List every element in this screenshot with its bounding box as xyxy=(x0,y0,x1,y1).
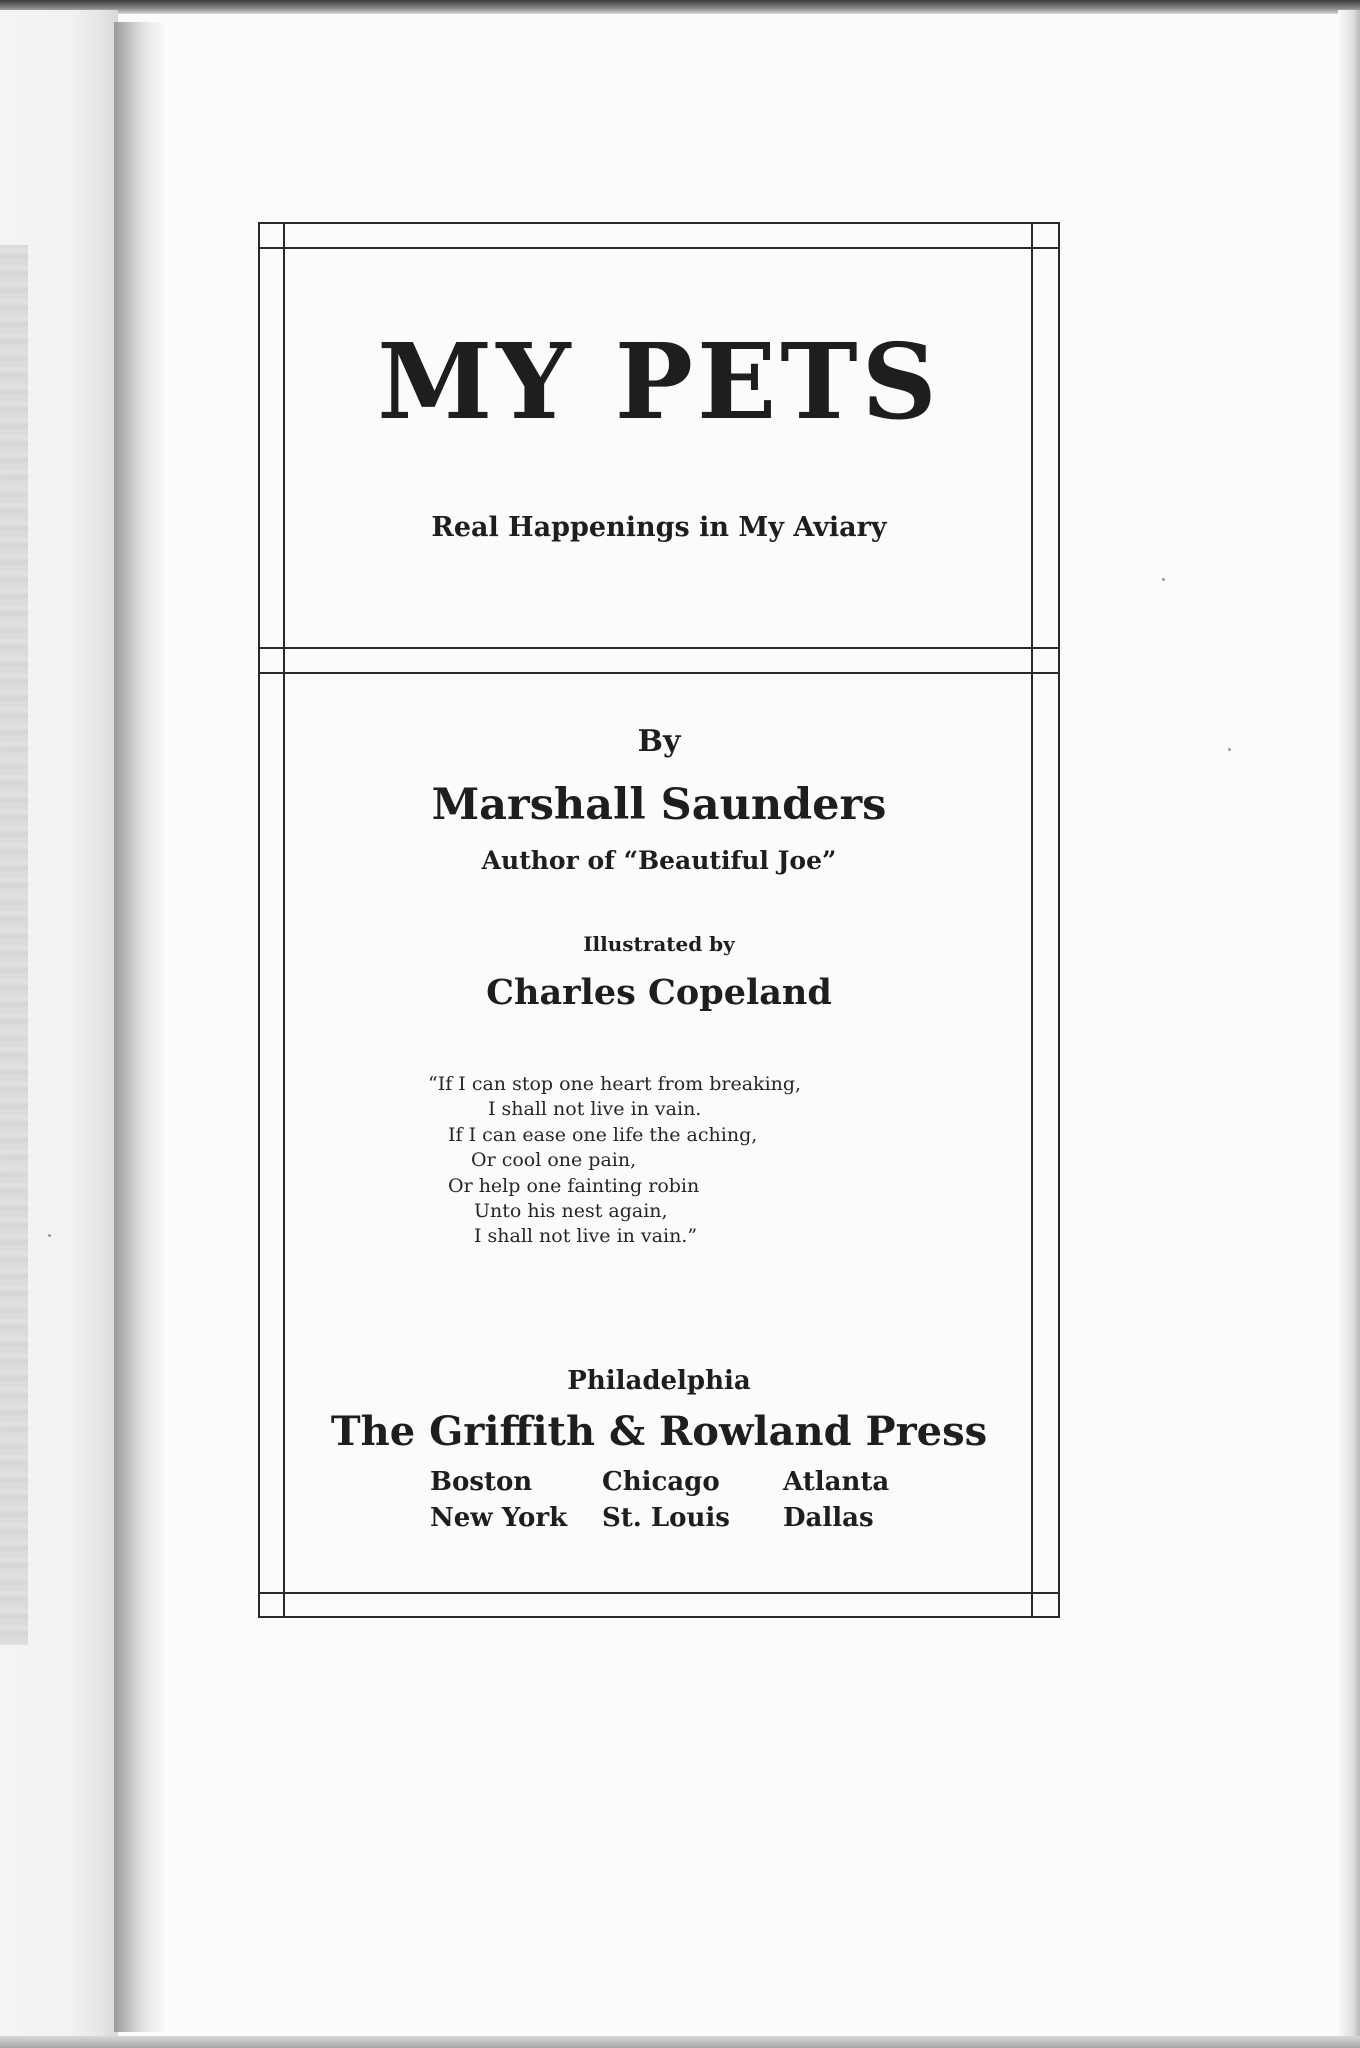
illustrator-name: Charles Copeland xyxy=(486,972,832,1013)
frame-divider-upper xyxy=(260,647,1058,649)
poem-line: Unto his nest again, xyxy=(474,1200,668,1223)
paper-speck xyxy=(1228,748,1231,751)
author-note: Author of “Beautiful Joe” xyxy=(481,846,837,875)
branch-city: New York xyxy=(430,1503,568,1533)
author-name: Marshall Saunders xyxy=(431,780,887,830)
frame-rule-top xyxy=(260,247,1058,249)
poem-line: Or help one fainting robin xyxy=(448,1174,700,1197)
epigraph-poem xyxy=(428,1072,898,1250)
poem-line: If I can ease one life the aching, xyxy=(448,1123,758,1146)
frame-divider-lower xyxy=(260,672,1058,674)
poem-line: “If I can stop one heart from breaking, xyxy=(428,1073,802,1095)
branch-city: Boston xyxy=(430,1467,533,1497)
paper-speck xyxy=(1162,578,1165,581)
branch-city: St. Louis xyxy=(602,1503,730,1533)
branch-city: Atlanta xyxy=(783,1467,890,1497)
page-right-edge xyxy=(1338,10,1360,2040)
book-top-edge xyxy=(0,0,1360,14)
branch-city: Chicago xyxy=(602,1467,720,1497)
book-bottom-edge xyxy=(0,2036,1360,2048)
book-subtitle: Real Happenings in My Aviary xyxy=(431,512,887,543)
publisher-name: The Griffith & Rowland Press xyxy=(330,1408,988,1455)
paper-speck xyxy=(48,1234,51,1237)
illustrated-by-label: Illustrated by xyxy=(583,932,735,956)
poem-line: Or cool one pain, xyxy=(471,1149,637,1172)
frame-rule-bottom xyxy=(260,1592,1058,1594)
facing-page-texture xyxy=(0,245,28,1645)
by-label: By xyxy=(637,724,681,759)
poem-line: I shall not live in vain.” xyxy=(474,1225,698,1248)
branch-city: Dallas xyxy=(783,1503,874,1533)
book-gutter xyxy=(114,22,164,2032)
book-title: MY PETS xyxy=(377,320,941,443)
poem-line: I shall not live in vain. xyxy=(488,1098,702,1121)
imprint-city: Philadelphia xyxy=(567,1366,751,1396)
